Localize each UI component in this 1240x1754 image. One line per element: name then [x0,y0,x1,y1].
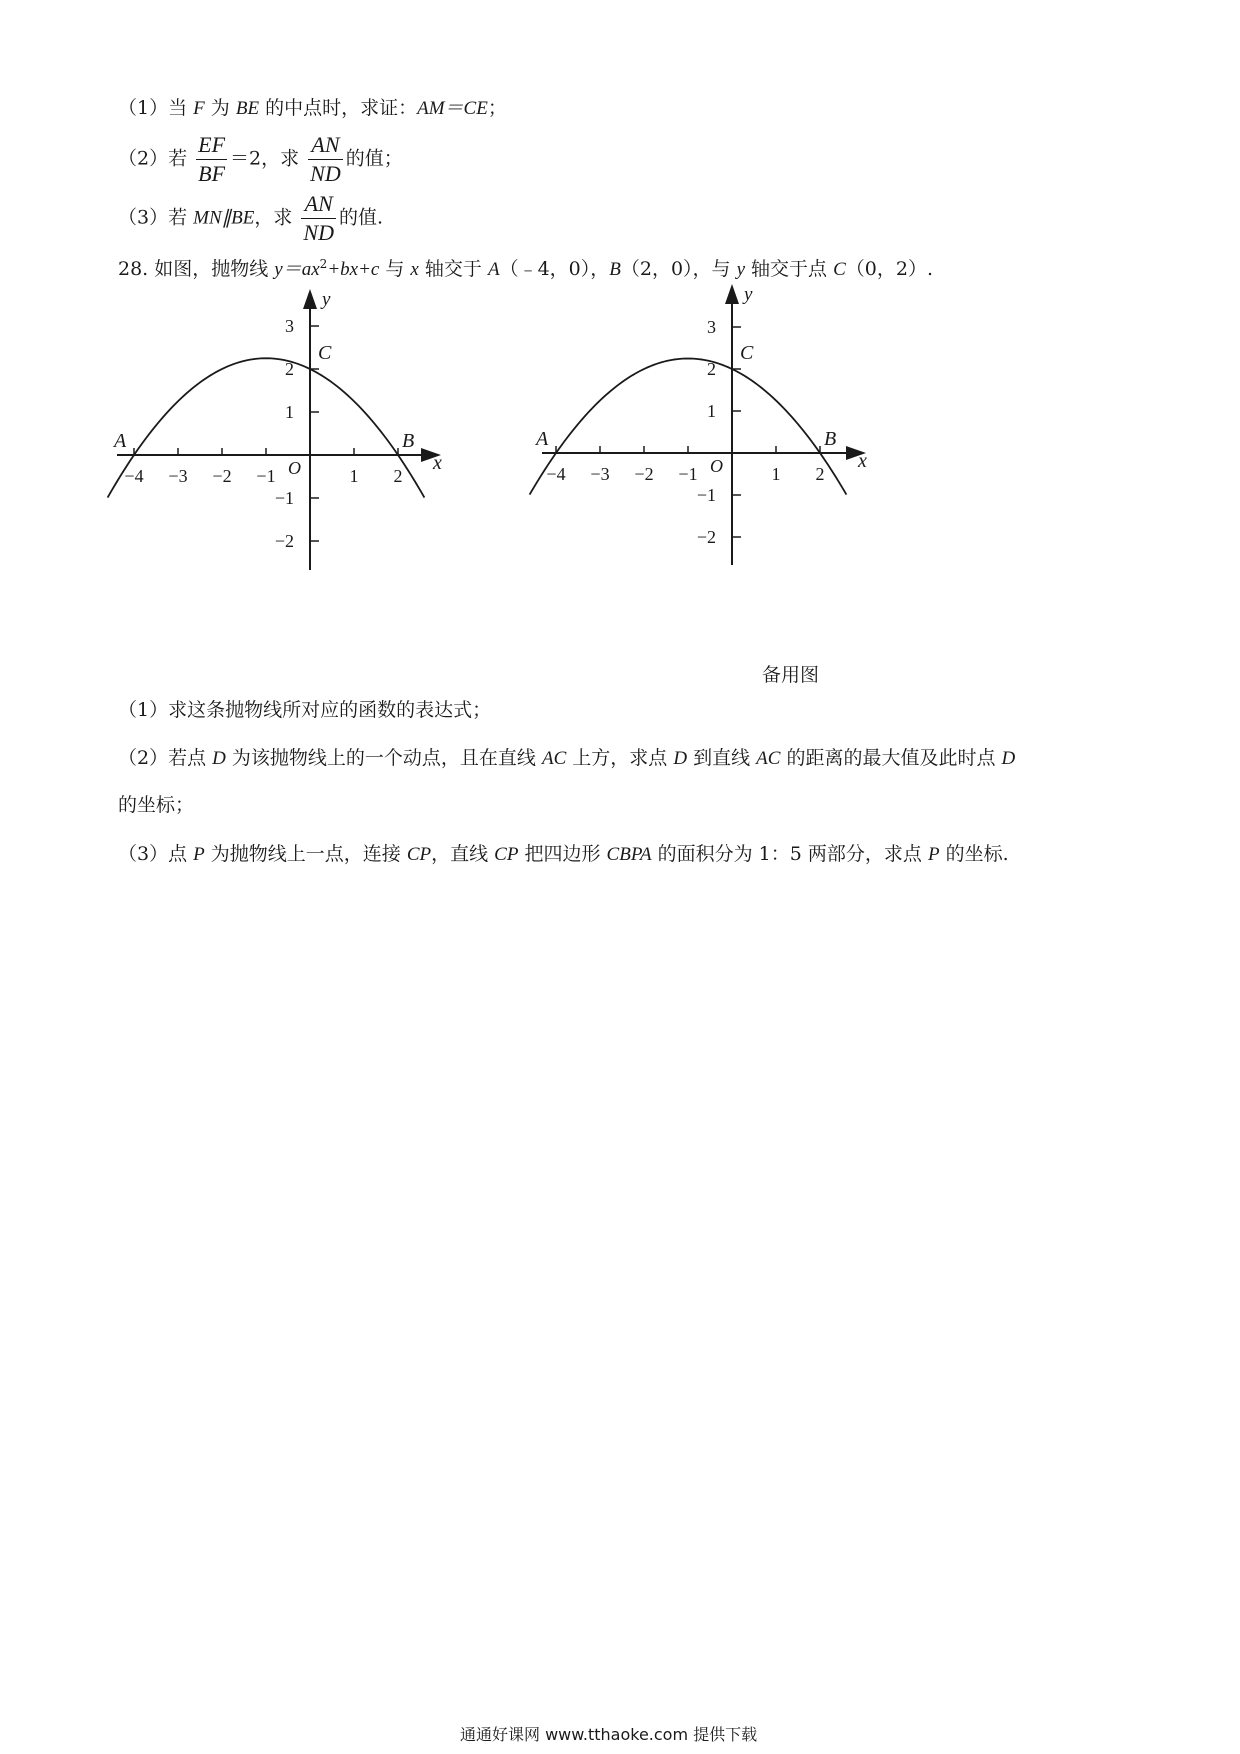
parabola-graph-main [95,285,455,580]
origin-label: O [710,456,723,476]
origin-label: O [288,458,301,478]
y-tick-label: 2 [285,359,294,379]
q28-part2-cont: 的坐标； [118,794,195,816]
x-tick-label: −4 [546,464,566,484]
y-axis-label: y [322,289,331,310]
x-tick-label: 1 [771,464,781,484]
y-tick-label: 1 [285,402,294,422]
y-tick-label: 1 [707,401,716,421]
parabola-graph-spare [520,280,880,575]
fraction-an-nd: $\frac{AN}{ND}$ [310,132,341,186]
x-tick-label: 2 [393,466,403,486]
y-tick-label: −1 [696,485,716,505]
fraction-an-nd: $\frac{AN}{ND}$ [303,191,334,245]
spare-figure-caption: 备用图 [762,664,820,686]
fraction-ef-bf: $\frac{EF}{BF}$ [198,132,226,186]
y-tick-label: −2 [274,531,294,551]
q27-part3: （3）若 MN∥BE，求 $\frac{AN}{ND}$ 的值. [118,191,384,245]
page-footer: 通通好课网 www.tthaoke.com 提供下载 [460,1725,758,1744]
x-tick-label: −4 [124,466,144,486]
y-axis-arrow-icon [725,284,739,304]
y-tick-label: 2 [707,359,716,379]
y-tick-label: −2 [696,527,716,547]
x-tick-label: −3 [590,464,610,484]
point-label-b: B [824,428,837,450]
q28-stem: 28. 如图，抛物线 $y=ax^2+bx+c$ 与 x 轴交于 A（﹣4，0），B（2，0），与 y 轴交于点 C（0，2）. [118,257,934,280]
q27-part2: （2）若 $\frac{EF}{BF}$ ＝2，求 $\frac{AN}{ND}$ 的值； [118,132,403,186]
y-tick-label: 3 [707,317,716,337]
x-tick-label: 2 [815,464,825,484]
point-label-c: C [318,342,332,364]
x-tick-label: −2 [212,466,232,486]
q28-part1: （1）求这条抛物线所对应的函数的表达式； [118,699,492,721]
y-tick-label: −1 [274,488,294,508]
point-label-b: B [402,430,415,452]
x-tick-label: −1 [678,464,698,484]
q27-part1: （1）当 F 为 BE 的中点时，求证：AM＝CE； [118,97,507,119]
x-axis-label: x [858,450,867,472]
point-label-c: C [740,342,754,364]
q28-part3: （3）点 P 为抛物线上一点，连接 CP，直线 CP 把四边形 CBPA 的面积分为 1：5 两部分，求点 P 的坐标. [118,843,1009,865]
y-axis-arrow-icon [303,289,317,309]
x-tick-label: 1 [349,466,359,486]
q28-part2: （2）若点 D 为该抛物线上的一个动点，且在直线 AC 上方，求点 D 到直线 AC 的距离的最大值及此时点 D [118,747,1016,769]
x-tick-label: −1 [256,466,276,486]
x-tick-label: −2 [634,464,654,484]
point-label-a: A [536,428,549,450]
y-axis-label: y [744,284,753,305]
x-axis-label: x [433,452,442,474]
y-tick-label: 3 [285,316,294,336]
x-tick-label: −3 [168,466,188,486]
point-label-a: A [114,430,127,452]
